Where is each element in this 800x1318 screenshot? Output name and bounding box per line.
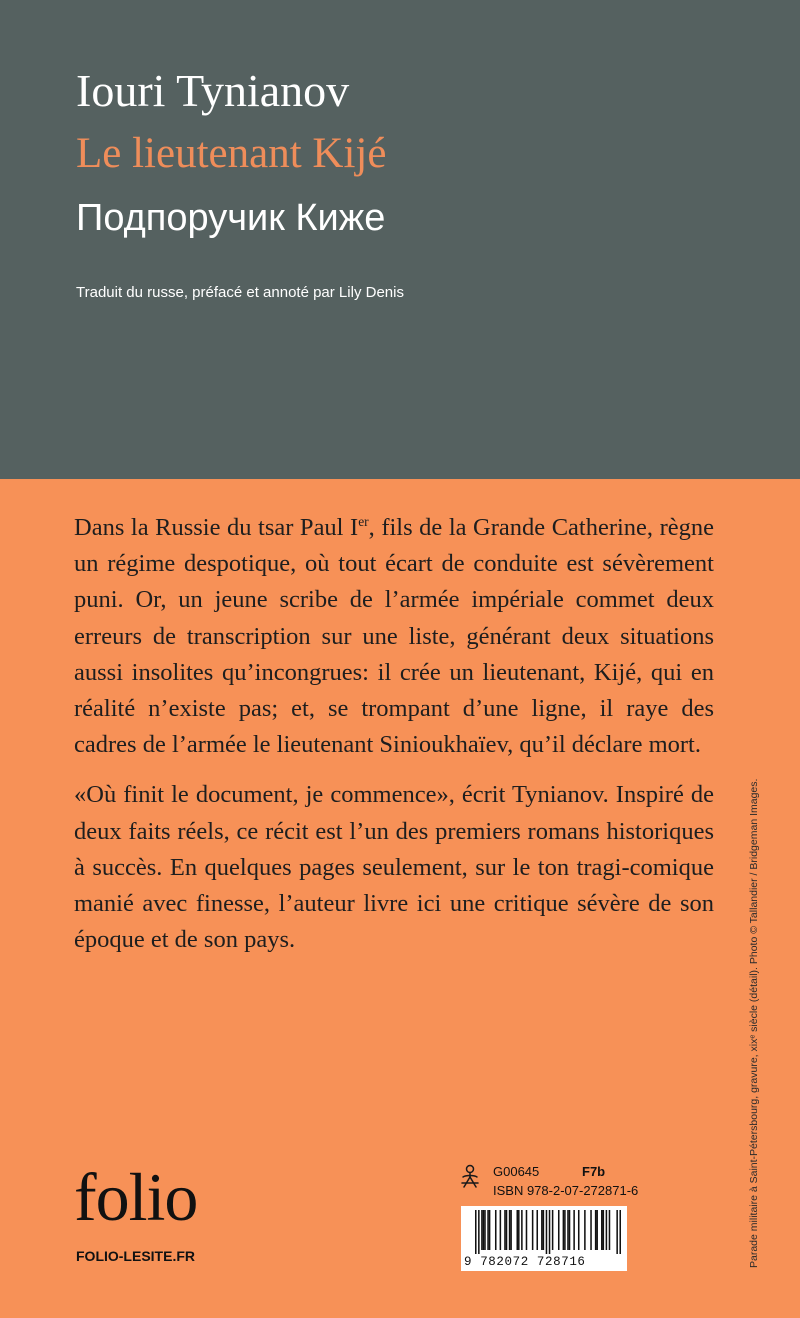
barcode-bar	[563, 1210, 565, 1250]
barcode-bar	[500, 1210, 502, 1250]
barcode-bar	[506, 1210, 508, 1250]
barcode-bar	[510, 1210, 512, 1250]
barcode-bar	[536, 1210, 538, 1250]
blurb-paragraph-1	[74, 510, 714, 763]
barcode	[461, 1206, 627, 1271]
barcode-bar	[616, 1210, 618, 1254]
barcode-bar	[475, 1210, 477, 1254]
barcode-bar	[596, 1210, 598, 1250]
barcode-bar	[532, 1210, 534, 1250]
barcode-bar	[478, 1210, 480, 1254]
barcode-bar	[526, 1210, 528, 1250]
barcode-bar	[603, 1210, 605, 1250]
blurb-paragraph-2: «Où finit le document, je commence», écrit Tynianov. Inspiré de deux faits réels, ce récit est l’un des premiers romans historiques à succès. En quelques pages seulement, sur le ton tragi-comique manié avec finesse, l’auteur livre ici une critique sévère de son époque et de son pays.	[74, 781, 714, 954]
author-name: Iouri Tynianov	[76, 65, 350, 116]
barcode-bar	[516, 1210, 518, 1250]
barcode-digits: 9 782072 728716	[464, 1255, 586, 1269]
barcode-bar	[619, 1210, 621, 1254]
ordinal-superscript: er	[358, 513, 369, 529]
folio-logo: folio	[74, 1159, 198, 1235]
barcode-bar	[487, 1210, 489, 1250]
barcode-bar	[552, 1210, 554, 1250]
back-cover-blurb	[74, 510, 714, 958]
barcode-bar	[481, 1210, 483, 1250]
barcode-bar	[504, 1210, 506, 1250]
barcode-bar	[484, 1210, 486, 1250]
top-band	[0, 0, 800, 479]
barcode-bar	[573, 1210, 575, 1250]
product-code: G00645	[493, 1164, 540, 1179]
barcode-bar	[567, 1210, 569, 1250]
barcode-bar	[541, 1210, 543, 1250]
barcode-bar	[518, 1210, 520, 1250]
barcode-bar	[549, 1210, 551, 1254]
blurb-p1-rest: , fils de la Grande Catherine, règne un régime despotique, où tout écart de conduite est sévèrement puni. Or, un jeune scribe de l’armée impériale commet deux erreurs de transcription sur une liste, générant deux situations aussi insolites qu’incongrues: il crée un lieutenant, Kijé, qui en réalité n’existe pas; et, se trompant d’une ligne, il raye des cadres de l’armée le lieutenant Sinioukhaïev, qu’il déclare mort.	[74, 514, 715, 759]
barcode-bar	[558, 1210, 560, 1250]
barcode-bar	[509, 1210, 511, 1250]
book-title-french: Le lieutenant Kijé	[76, 130, 387, 177]
barcode-bar	[609, 1210, 611, 1250]
barcode-bar	[495, 1210, 497, 1250]
barcode-bar	[601, 1210, 603, 1250]
image-credit: Parade militaire à Saint-Pétersbourg, gravure, xixᵉ siècle (détail). Photo © Tallandier / Bridgeman Images.	[748, 778, 760, 1268]
barcode-bar	[590, 1210, 592, 1250]
barcode-bar	[569, 1210, 571, 1250]
barcode-bar	[489, 1210, 491, 1250]
barcode-bars	[475, 1210, 621, 1254]
book-title-russian: Подпоручик Киже	[76, 197, 386, 239]
blurb-p1-start: Dans la Russie du tsar Paul I	[74, 514, 359, 541]
barcode-bar	[578, 1210, 580, 1250]
barcode-bar	[564, 1210, 566, 1250]
barcode-bar	[595, 1210, 597, 1250]
price-code: F7b	[582, 1164, 606, 1179]
barcode-bar	[546, 1210, 548, 1254]
barcode-bar	[606, 1210, 608, 1250]
barcode-bar	[543, 1210, 545, 1250]
barcode-bar	[584, 1210, 586, 1250]
barcode-bar	[483, 1210, 485, 1250]
publisher-website: FOLIO-LESITE.FR	[76, 1248, 195, 1264]
translation-credit: Traduit du russe, préfacé et annoté par Lily Denis	[76, 284, 404, 301]
publisher-seal-icon	[459, 1163, 481, 1191]
isbn-number: ISBN 978-2-07-272871-6	[493, 1183, 639, 1198]
barcode-bar	[521, 1210, 523, 1250]
